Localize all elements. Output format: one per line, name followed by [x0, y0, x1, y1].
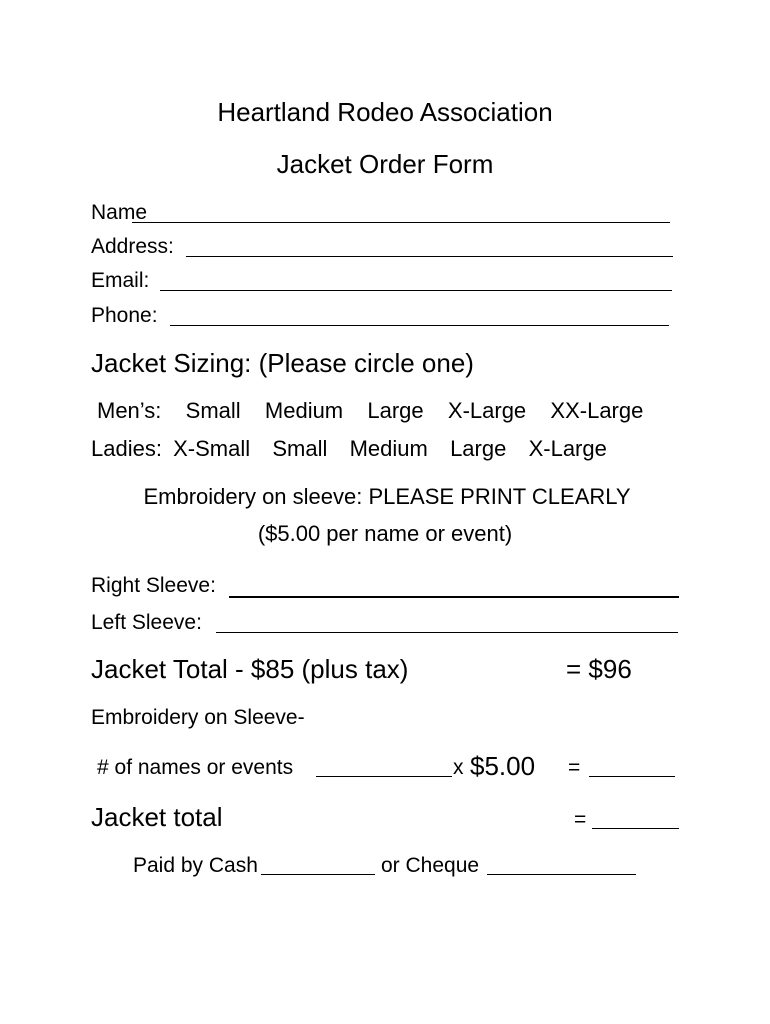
- multiplier-price: $5.00: [470, 751, 536, 781]
- mens-size-option[interactable]: X-Large: [447, 398, 527, 423]
- names-count-label: # of names or events: [97, 756, 294, 779]
- cheque-field[interactable]: [487, 874, 636, 875]
- form-subtitle: Jacket Order Form: [276, 149, 494, 179]
- embroidery-heading: Embroidery on sleeve: PLEASE PRINT CLEARLY: [143, 484, 631, 509]
- grand-total-field[interactable]: [592, 828, 679, 829]
- or-cheque-label: or Cheque: [381, 854, 480, 877]
- ladies-size-option[interactable]: Small: [272, 436, 328, 461]
- right-sleeve-field[interactable]: [229, 596, 679, 598]
- ladies-size-option[interactable]: X-Small: [173, 436, 251, 461]
- ladies-sizes-row: [91, 438, 607, 460]
- mens-size-option[interactable]: Large: [367, 398, 424, 423]
- mens-sizes-row: [97, 400, 643, 422]
- name-label: Name: [91, 201, 148, 224]
- mens-label: Men’s:: [97, 398, 162, 423]
- mens-size-option[interactable]: XX-Large: [550, 398, 644, 423]
- left-sleeve-field[interactable]: [216, 632, 678, 633]
- mens-size-option[interactable]: Medium: [264, 398, 344, 423]
- address-field[interactable]: [186, 256, 673, 257]
- paid-cash-label: Paid by Cash: [133, 854, 258, 877]
- grand-total-equals: =: [574, 808, 587, 831]
- right-sleeve-label: Right Sleeve:: [91, 574, 216, 597]
- email-label: Email:: [91, 269, 150, 292]
- embroidery-sleeve-label: Embroidery on Sleeve-: [91, 706, 305, 729]
- jacket-total-label: Jacket Total - $85 (plus tax): [91, 654, 409, 684]
- embroidery-total-field[interactable]: [589, 776, 675, 777]
- sizing-heading: Jacket Sizing: (Please circle one): [91, 348, 474, 378]
- embroidery-price-note: ($5.00 per name or event): [257, 521, 513, 546]
- multiplier-x: x: [453, 756, 464, 779]
- cash-field[interactable]: [261, 874, 375, 875]
- ladies-size-option[interactable]: Medium: [349, 436, 428, 461]
- name-field[interactable]: [132, 222, 670, 223]
- names-count-field[interactable]: [316, 776, 452, 777]
- jacket-total-value: = $96: [566, 654, 632, 684]
- grand-total-label: Jacket total: [91, 802, 223, 832]
- ladies-size-option[interactable]: Large: [450, 436, 507, 461]
- phone-label: Phone:: [91, 304, 158, 327]
- ladies-size-option[interactable]: X-Large: [528, 436, 607, 461]
- embroidery-equals: =: [568, 756, 581, 779]
- email-field[interactable]: [160, 290, 672, 291]
- ladies-label: Ladies:: [91, 436, 162, 461]
- address-label: Address:: [91, 235, 174, 258]
- left-sleeve-label: Left Sleeve:: [91, 611, 202, 634]
- mens-size-option[interactable]: Small: [185, 398, 241, 423]
- form-title: Heartland Rodeo Association: [217, 97, 553, 127]
- phone-field[interactable]: [170, 325, 669, 326]
